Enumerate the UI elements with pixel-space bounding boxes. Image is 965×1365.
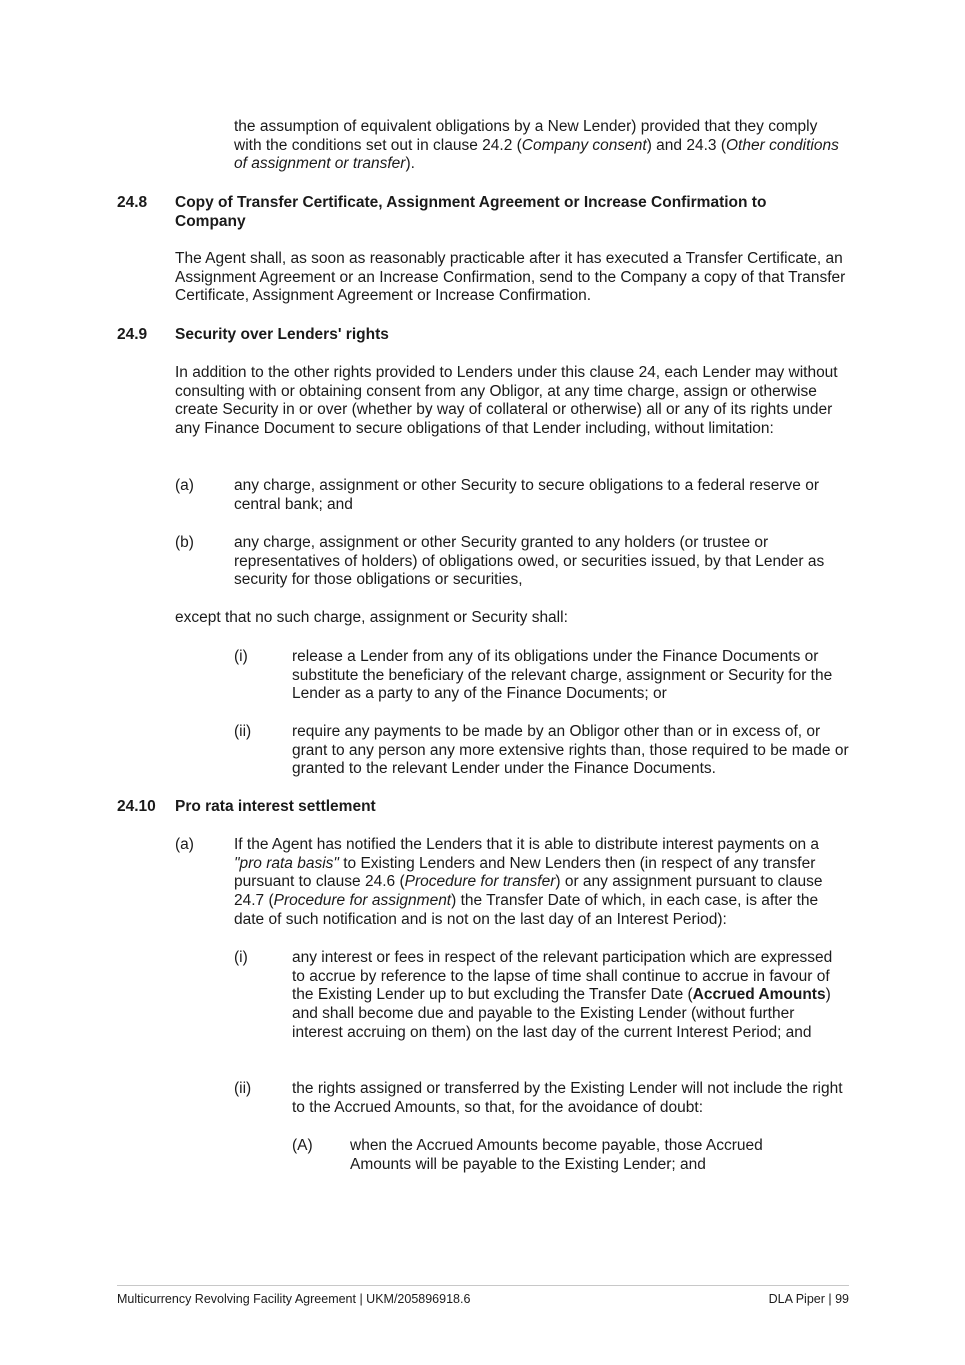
continuation-paragraph	[234, 118, 849, 174]
text-run: ) the Transfer Date of which, in each case, is after the date of such notification and is not on the last day of an Interest Period):	[234, 892, 819, 928]
footer-page-number: DLA Piper | 99	[768, 1292, 849, 1306]
section-title-24-8: Copy of Transfer Certificate, Assignment Agreement or Increase Confirmation to Company	[175, 194, 767, 230]
text-run: ).	[405, 155, 415, 173]
section-number-24-10: 24.10	[117, 798, 156, 815]
list-label-b: (b)	[175, 534, 194, 551]
section-number-24-9: 24.9	[117, 326, 148, 343]
list-item-i	[292, 949, 849, 1043]
except-clause: except that no such charge, assignment or Security shall:	[175, 609, 568, 626]
italic-reference: Procedure for assignment	[273, 892, 452, 910]
list-item-i: release a Lender from any of its obligations under the Finance Documents or substitute the beneficiary of the relevant charge, assignment or Security for the Lender as a party to any of the Finance Documents; or	[292, 648, 833, 703]
italic-reference: Procedure for transfer	[404, 873, 556, 891]
section-title-24-10: Pro rata interest settlement	[175, 798, 376, 815]
section-intro-24-9: In addition to the other rights provided to Lenders under this clause 24, each Lender may without consulting with or obtaining consent from any Obligor, at any time charge, assign or otherwise create Security in or over (whether by way of collateral or otherwise) all or any of its rights under any Finance Document to secure obligations of that Lender including, without limitation:	[175, 364, 838, 438]
list-item-ii: the rights assigned or transferred by the Existing Lender will not include the right to the Accrued Amounts, so that, for the avoidance of doubt:	[292, 1080, 843, 1116]
list-item-ii: require any payments to be made by an Obligor other than or in excess of, or grant to any person any more extensive rights than, those required to be made or granted to the relevant Lender under the Finance Documents.	[292, 723, 849, 778]
section-body-24-8: The Agent shall, as soon as reasonably practicable after it has executed a Transfer Certificate, an Assignment Agreement or an Increase Confirmation, send to the Company a copy of that Transfer Certificate, Assignment Agreement or Increase Confirmation.	[175, 250, 846, 305]
list-label-A: (A)	[292, 1137, 313, 1154]
italic-term: "pro rata basis"	[234, 854, 339, 872]
footer-divider	[117, 1285, 849, 1286]
text-run: to Existing Lenders and New Lenders then (in respect of any transfer pursuant to clause 24.6 (	[234, 854, 816, 891]
italic-reference: Other conditions of assignment or transfer	[234, 136, 839, 173]
list-label-a: (a)	[175, 477, 194, 494]
footer-document-title: Multicurrency Revolving Facility Agreement | UKM/205896918.6	[117, 1292, 471, 1306]
section-title-24-9: Security over Lenders' rights	[175, 326, 389, 343]
text-run: ) or any assignment pursuant to clause 24.7 (	[234, 873, 823, 910]
list-label-a: (a)	[175, 836, 194, 853]
text-run: ) and shall become due and payable to the Existing Lender (without further interest accruing on them) on the last day of the current Interest Period; and	[292, 986, 831, 1041]
list-label-i: (i)	[234, 949, 248, 966]
list-label-ii: (ii)	[234, 1080, 252, 1097]
text-run: any interest or fees in respect of the relevant participation which are expressed to accrue by reference to the lapse of time shall continue to accrue in favour of the Existing Lender up to but excluding the Transfer Date (	[292, 949, 833, 1004]
list-label-i: (i)	[234, 648, 248, 665]
text-run: the assumption of equivalent obligations by a New Lender) provided that they comply with the conditions set out in clause 24.2 (	[234, 118, 818, 154]
section-number-24-8: 24.8	[117, 194, 148, 211]
text-run: If the Agent has notified the Lenders that it is able to distribute interest payments on a	[234, 836, 820, 853]
list-item-A: when the Accrued Amounts become payable, those Accrued Amounts will be payable to the Existing Lender; and	[350, 1137, 763, 1173]
italic-reference: Company consent	[521, 136, 647, 154]
list-item-b: any charge, assignment or other Security granted to any holders (or trustee or representatives of holders) of obligations owed, or securities issued, by that Lender as security for those obligations or securities,	[234, 534, 825, 589]
list-label-ii: (ii)	[234, 723, 252, 740]
text-run: ) and 24.3 (	[646, 136, 726, 154]
defined-term: Accrued Amounts	[692, 986, 826, 1004]
list-item-a	[234, 836, 849, 930]
list-item-a: any charge, assignment or other Security to secure obligations to a federal reserve or central bank; and	[234, 477, 820, 513]
